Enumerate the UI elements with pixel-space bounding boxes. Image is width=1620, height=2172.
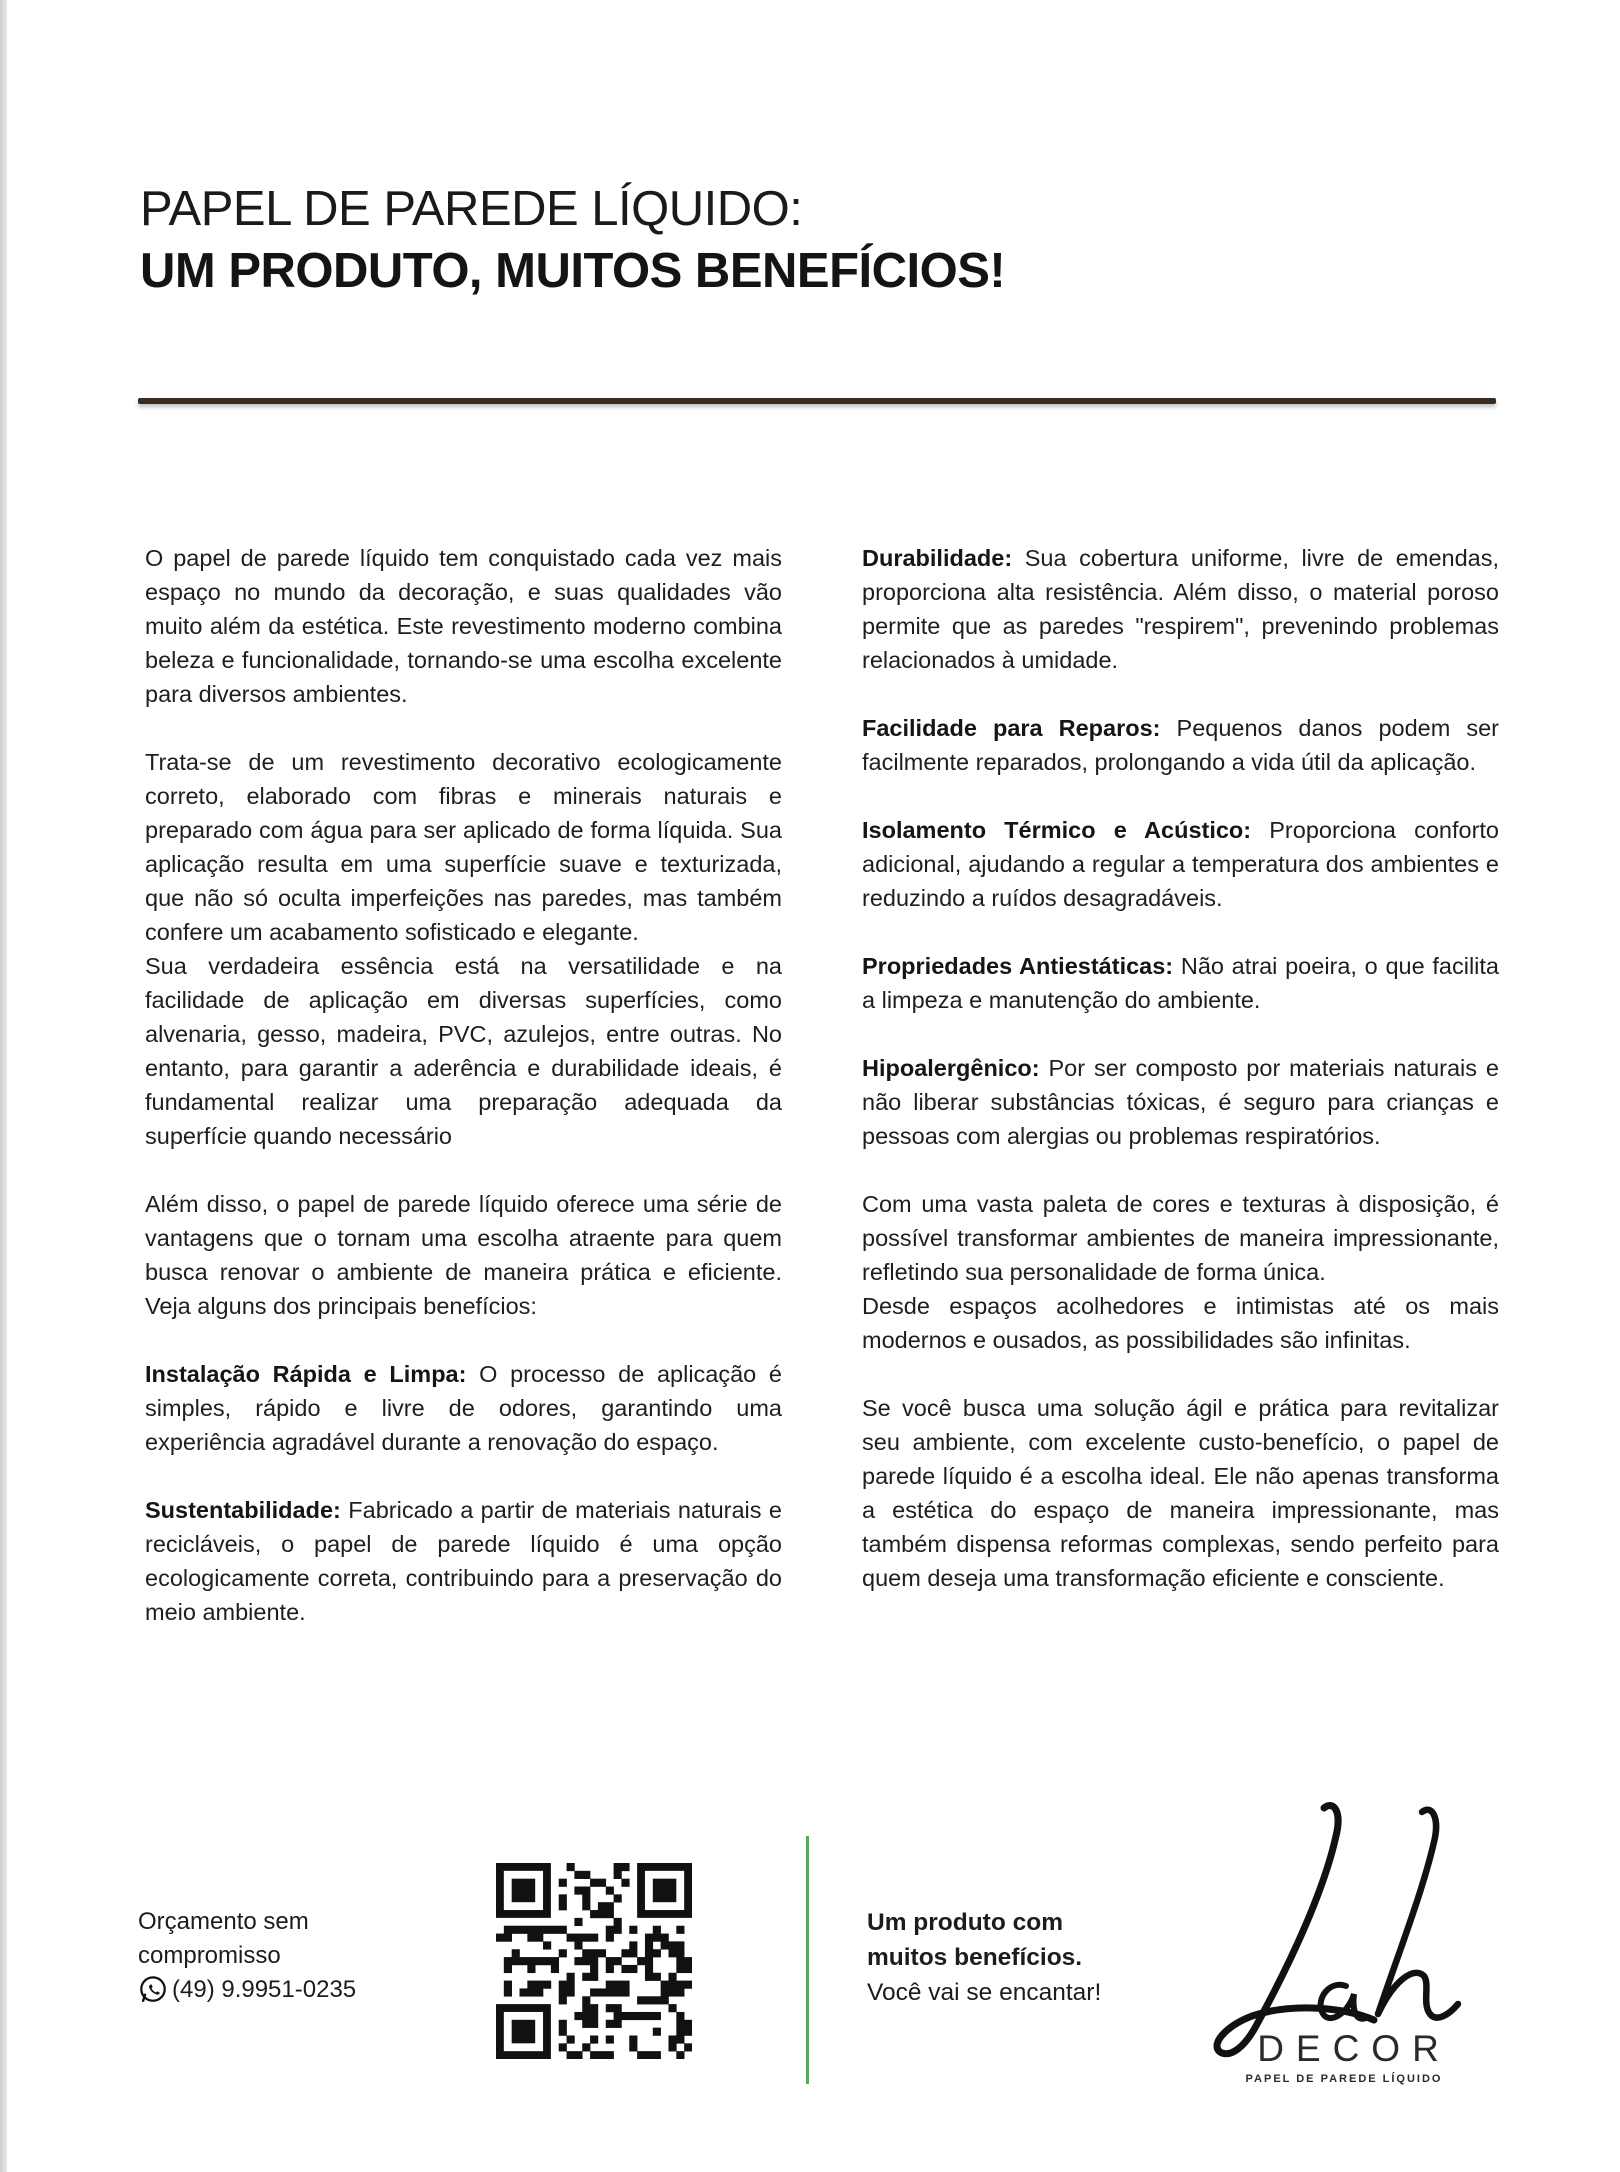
advantages-paragraph: Além disso, o papel de parede líquido oferece uma série de vantagens que o tornam uma escolha atraente para quem busca renovar o ambiente de maneira prática e eficiente. Veja alguns dos principais benefícios:: [145, 1191, 782, 1319]
slogan-line3: Você vai se encantar!: [867, 1979, 1102, 2006]
slogan-line2: muitos benefícios.: [867, 1944, 1083, 1971]
benefit-insulation: [862, 813, 1499, 915]
benefit-sustainability: [145, 1493, 782, 1629]
benefit-text: Fabricado a partir de materiais naturais e recicláveis, o papel de parede líquido é uma opção ecologicamente correta, contribuindo para a preservação do meio ambiente.: [145, 1497, 782, 1625]
description-paragraph: Trata-se de um revestimento decorativo ecologicamente correto, elaborado com fibras e minerais naturais e preparado com água para ser aplicado de forma líquida. Sua aplicação resulta em uma superfície suave e texturizada, que não só oculta imperfeições nas paredes, mas também confere um acabamento sofisticado e elegante.: [145, 749, 782, 945]
benefit-text: Pequenos danos podem ser facilmente reparados, prolongando a vida útil da aplicação.: [862, 715, 1499, 775]
benefit-installation: [145, 1357, 782, 1459]
benefit-text: O processo de aplicação é simples, rápido e livre de odores, garantindo uma experiência agradável durante a renovação do espaço.: [145, 1361, 783, 1455]
versatility-paragraph: Sua verdadeira essência está na versatilidade e na facilidade de aplicação em diversas superfícies, como alvenaria, gesso, madeira, PVC, azulejos, entre outras. No entanto, para garantir a aderência e durabilidade ideais, é fundamental realizar uma preparação adequada da superfície quando necessário: [145, 953, 782, 1149]
benefit-repairs: [862, 711, 1499, 779]
left-column: [145, 541, 782, 1629]
spaces-paragraph: Desde espaços acolhedores e intimistas até os mais modernos e ousados, as possibilidades são infinitas.: [862, 1293, 1499, 1353]
benefit-text: Proporciona conforto adicional, ajudando a regular a temperatura dos ambientes e reduzindo a ruídos desagradáveis.: [862, 817, 1500, 911]
brand-logo-tagline: PAPEL DE PAREDE LÍQUIDO: [1245, 2073, 1443, 2085]
benefit-title: Hipoalergênico:: [862, 1055, 1040, 1081]
benefit-text: Sua cobertura uniforme, livre de emendas, proporciona alta resistência. Além disso, o material poroso permite que as paredes "respirem", prevenindo problemas relacionados à umidade.: [862, 545, 1499, 673]
quote-line2: compromisso: [138, 1942, 281, 1969]
quote-contact: [138, 1905, 398, 2007]
qr-code[interactable]: [496, 1863, 692, 2059]
whatsapp-icon: [138, 1975, 168, 2005]
brand-logo-name: DECOR: [1257, 2028, 1451, 2069]
slogan-line1: Um produto com: [867, 1909, 1063, 1936]
right-column: [862, 541, 1499, 1595]
page-title-line2: UM PRODUTO, MUITOS BENEFÍCIOS!: [140, 244, 1006, 298]
benefit-title: Durabilidade:: [862, 545, 1013, 571]
benefit-durability: [862, 541, 1499, 677]
benefit-antistatic: [862, 949, 1499, 1017]
benefit-title: Sustentabilidade:: [145, 1497, 341, 1523]
conclusion-paragraph: Se você busca uma solução ágil e prática para revitalizar seu ambiente, com excelente custo-benefício, o papel de parede líquido é a escolha ideal. Ele não apenas transforma a estética do espaço de maneira impressionante, mas também dispensa reformas complexas, sendo perfeito para quem deseja uma transformação eficiente e consciente.: [862, 1395, 1499, 1591]
title-divider: [138, 398, 1496, 404]
quote-line1: Orçamento sem: [138, 1908, 309, 1935]
palette-paragraph: Com uma vasta paleta de cores e texturas à disposição, é possível transformar ambientes de maneira impressionante, refletindo sua personalidade de forma única.: [862, 1191, 1499, 1285]
benefit-title: Isolamento Térmico e Acústico:: [862, 817, 1252, 843]
page-header: [140, 178, 1500, 302]
benefit-title: Instalação Rápida e Limpa:: [145, 1361, 467, 1387]
phone-row[interactable]: [138, 1973, 398, 2007]
phone-number[interactable]: (49) 9.9951-0235: [172, 1976, 357, 2003]
footer-divider: [806, 1836, 809, 2084]
benefit-title: Propriedades Antiestáticas:: [862, 953, 1174, 979]
intro-paragraph: O papel de parede líquido tem conquistado cada vez mais espaço no mundo da decoração, e suas qualidades vão muito além da estética. Este revestimento moderno combina beleza e funcionalidade, tornando-se uma escolha excelente para diversos ambientes.: [145, 545, 782, 707]
benefit-text: Não atrai poeira, o que facilita a limpeza e manutenção do ambiente.: [862, 953, 1499, 1013]
slogan: [867, 1905, 1167, 2010]
page-title-line1: PAPEL DE PAREDE LÍQUIDO:: [140, 182, 803, 236]
page-edge: [0, 0, 7, 2172]
benefit-hypoallergenic: [862, 1051, 1499, 1153]
benefit-text: Por ser composto por materiais naturais e não liberar substâncias tóxicas, é seguro para crianças e pessoas com alergias ou problemas respiratórios.: [862, 1055, 1499, 1149]
benefit-title: Facilidade para Reparos:: [862, 715, 1161, 741]
